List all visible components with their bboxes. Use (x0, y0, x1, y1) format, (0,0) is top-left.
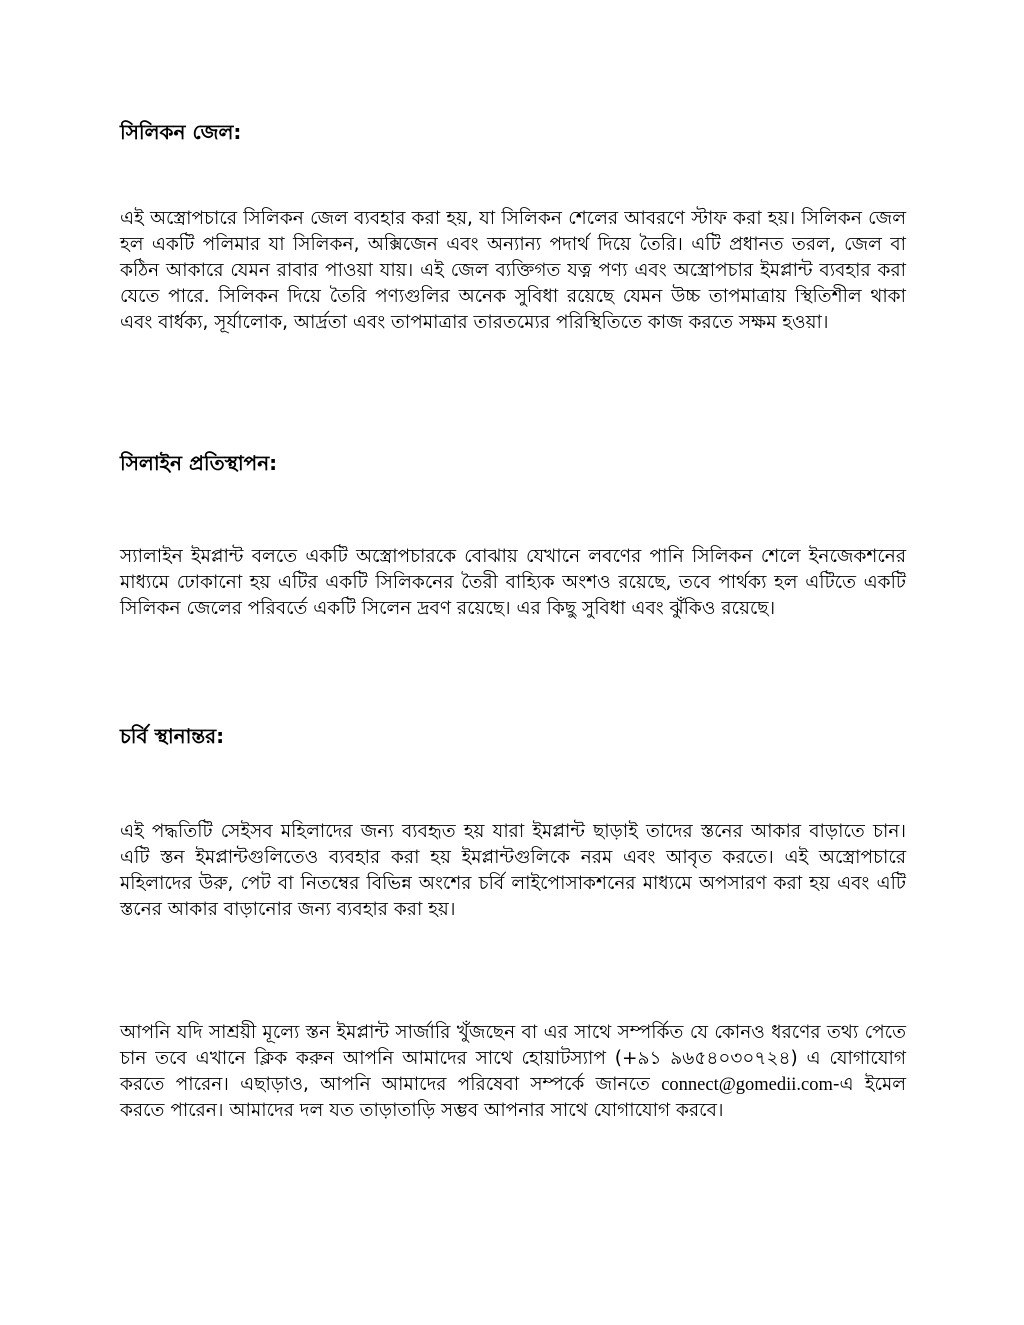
contact-text-after-email: -এ ইমেল করতে পারেন। আমাদের দল যত তাড়াতাড়ি সম্ভব আপনার সাথে যোগাযোগ করবে। (120, 1074, 906, 1121)
paragraph-contact (120, 1020, 906, 1124)
heading-silicone-gel: সিলিকন জেল: (120, 120, 242, 144)
heading-fat-transfer: চর্বি স্থানান্তর: (120, 724, 225, 748)
heading-saline-implant: সিলাইন প্রতিস্থাপন: (120, 451, 278, 475)
paragraph-fat-transfer: এই পদ্ধতিটি সেইসব মহিলাদের জন্য ব্যবহৃত হয় যারা ইমপ্লান্ট ছাড়াই তাদের স্তনের আকার বাড়াতে চান। এটি স্তন ইমপ্লান্টগুলিতেও ব্যবহার করা হয় ইমপ্লান্টগুলিকে নরম এবং আবৃত করতে। এই অস্ত্রোপচারে মহিলাদের উরু, পেট বা নিতম্বের বিভিন্ন অংশের চর্বি লাইপোসাকশনের মাধ্যমে অপসারণ করা হয় এবং এটি স্তনের আকার বাড়ানোর জন্য ব্যবহার করা হয়। (120, 821, 906, 920)
paragraph-silicone-gel: এই অস্ত্রোপচারে সিলিকন জেল ব্যবহার করা হয়, যা সিলিকন শেলের আবরণে স্টাফ করা হয়। সিলিকন জেল হল একটি পলিমার যা সিলিকন, অক্সিজেন এবং অন্যান্য পদার্থ দিয়ে তৈরি। এটি প্রধানত তরল, জেল বা কঠিন আকারে যেমন রাবার পাওয়া যায়। এই জেল ব্যক্তিগত যত্ন পণ্য এবং অস্ত্রোপচার ইমপ্লান্ট ব্যবহার করা যেতে পারে. সিলিকন দিয়ে তৈরি পণ্যগুলির অনেক সুবিধা রয়েছে যেমন উচ্চ তাপমাত্রায় স্থিতিশীল থাকা এবং বার্ধক্য, সূর্যালোক, আর্দ্রতা এবং তাপমাত্রার তারতম্যের পরিস্থিতিতে কাজ করতে সক্ষম হওয়া। (120, 208, 906, 333)
contact-email: connect@gomedii.com (661, 1075, 833, 1095)
contact-text-before-email: আপনি যদি সাশ্রয়ী মূল্যে স্তন ইমপ্লান্ট সার্জারি খুঁজছেন বা এর সাথে সম্পর্কিত যে কোনও ধরণের তথ্য পেতে চান তবে এখানে ক্লিক করুন আপনি আমাদের সাথে হোয়াটস্যাপ (+৯১ ৯৬৫৪০৩০৭২৪) এ যোগাযোগ করতে পারেন। এছাড়াও, আপনি আমাদের পরিষেবা সম্পর্কে জানতে (120, 1022, 906, 1095)
paragraph-saline-implant: স্যালাইন ইমপ্লান্ট বলতে একটি অস্ত্রোপচারকে বোঝায় যেখানে লবণের পানি সিলিকন শেলে ইনজেকশনের মাধ্যমে ঢোকানো হয় এটির একটি সিলিকনের তৈরী বাহ্যিক অংশও রয়েছে, তবে পার্থক্য হল এটিতে একটি সিলিকন জেলের পরিবর্তে একটি সিলেন দ্রবণ রয়েছে। এর কিছু সুবিধা এবং ঝুঁকিও রয়েছে। (120, 546, 906, 619)
